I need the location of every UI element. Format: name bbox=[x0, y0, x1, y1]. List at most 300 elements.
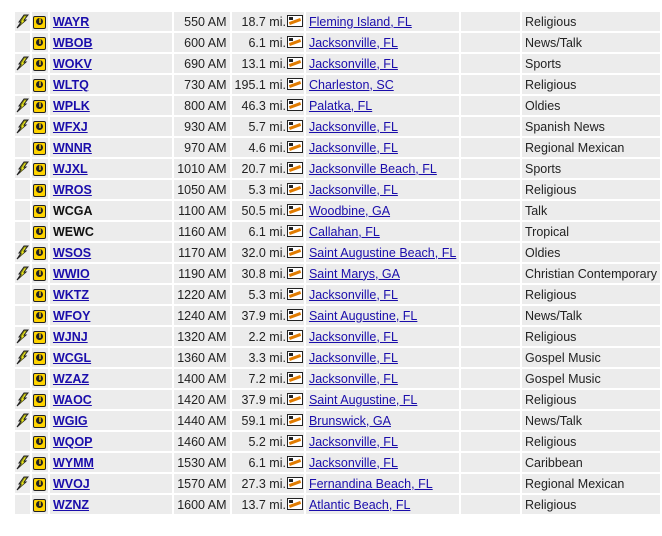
frequency: 1050 AM bbox=[174, 180, 229, 199]
format: News/Talk bbox=[522, 306, 660, 325]
info-icon[interactable] bbox=[33, 352, 46, 365]
station-call-link[interactable]: WPLK bbox=[52, 98, 90, 113]
info-icon[interactable] bbox=[33, 247, 46, 260]
direction-icon bbox=[287, 351, 303, 363]
city-link[interactable]: Saint Augustine Beach, FL bbox=[308, 245, 457, 260]
call-cell bbox=[50, 474, 172, 493]
frequency: 1160 AM bbox=[174, 222, 229, 241]
distance-cell bbox=[232, 222, 304, 241]
city-link[interactable]: Fernandina Beach, FL bbox=[308, 476, 433, 491]
station-call-link[interactable]: WKTZ bbox=[52, 287, 90, 302]
city-link[interactable]: Jacksonville Beach, FL bbox=[308, 161, 437, 176]
frequency: 1010 AM bbox=[174, 159, 229, 178]
station-call-link[interactable]: WAOC bbox=[52, 392, 92, 407]
flash-plugin-icon[interactable] bbox=[16, 455, 29, 469]
city-link[interactable]: Jacksonville, FL bbox=[308, 119, 398, 134]
city-cell bbox=[306, 159, 459, 178]
empty-cell bbox=[461, 138, 520, 157]
flash-cell bbox=[15, 54, 30, 73]
city-cell bbox=[306, 411, 459, 430]
city-cell bbox=[306, 54, 459, 73]
frequency: 690 AM bbox=[174, 54, 229, 73]
format: Spanish News bbox=[522, 117, 660, 136]
direction-icon bbox=[287, 372, 303, 384]
frequency: 1600 AM bbox=[174, 495, 229, 514]
city-link[interactable]: Atlantic Beach, FL bbox=[308, 497, 411, 512]
flash-plugin-icon[interactable] bbox=[16, 56, 29, 70]
station-row bbox=[15, 243, 660, 262]
info-cell bbox=[32, 432, 48, 451]
call-cell bbox=[50, 306, 172, 325]
format: Caribbean bbox=[522, 453, 660, 472]
frequency: 1440 AM bbox=[174, 411, 229, 430]
empty-cell bbox=[461, 369, 520, 388]
flash-cell bbox=[15, 96, 30, 115]
flash-plugin-icon[interactable] bbox=[16, 392, 29, 406]
flash-cell bbox=[15, 201, 30, 220]
flash-plugin-icon[interactable] bbox=[16, 329, 29, 343]
info-icon[interactable] bbox=[33, 79, 46, 92]
distance-cell bbox=[232, 285, 304, 304]
distance-cell bbox=[232, 96, 304, 115]
direction-icon bbox=[287, 78, 303, 90]
city-cell bbox=[306, 432, 459, 451]
info-icon[interactable] bbox=[33, 478, 46, 491]
city-cell bbox=[306, 264, 459, 283]
station-row bbox=[15, 96, 660, 115]
frequency: 730 AM bbox=[174, 75, 229, 94]
format: Religious bbox=[522, 12, 660, 31]
station-call-link[interactable]: WSOS bbox=[52, 245, 92, 260]
empty-cell bbox=[461, 180, 520, 199]
distance-cell bbox=[232, 411, 304, 430]
info-icon[interactable] bbox=[33, 310, 46, 323]
format: Religious bbox=[522, 75, 660, 94]
station-call-link[interactable]: WJXL bbox=[52, 161, 88, 176]
station-call-link[interactable]: WROS bbox=[52, 182, 92, 197]
distance: 30.8 mi. bbox=[241, 266, 286, 281]
distance: 13.1 mi. bbox=[241, 56, 286, 71]
flash-cell bbox=[15, 369, 30, 388]
station-call-sign: WCGA bbox=[52, 203, 93, 218]
info-icon[interactable] bbox=[33, 16, 46, 29]
format: News/Talk bbox=[522, 411, 660, 430]
city-link[interactable]: Jacksonville, FL bbox=[308, 350, 398, 365]
city-link[interactable]: Saint Marys, GA bbox=[308, 266, 400, 281]
distance-cell bbox=[232, 180, 304, 199]
flash-cell bbox=[15, 390, 30, 409]
city-link[interactable]: Brunswick, GA bbox=[308, 413, 391, 428]
format: Regional Mexican bbox=[522, 474, 660, 493]
call-cell bbox=[50, 117, 172, 136]
format: News/Talk bbox=[522, 33, 660, 52]
station-row bbox=[15, 75, 660, 94]
city-cell bbox=[306, 285, 459, 304]
flash-cell bbox=[15, 411, 30, 430]
flash-cell bbox=[15, 138, 30, 157]
format: Religious bbox=[522, 327, 660, 346]
direction-icon bbox=[287, 330, 303, 342]
distance: 37.9 mi. bbox=[241, 308, 286, 323]
frequency: 1360 AM bbox=[174, 348, 229, 367]
flash-plugin-icon[interactable] bbox=[16, 14, 29, 28]
flash-cell bbox=[15, 327, 30, 346]
direction-icon bbox=[287, 393, 303, 405]
call-cell bbox=[50, 138, 172, 157]
empty-cell bbox=[461, 222, 520, 241]
direction-icon bbox=[287, 36, 303, 48]
distance: 13.7 mi. bbox=[241, 497, 286, 512]
city-link[interactable]: Saint Augustine, FL bbox=[308, 392, 418, 407]
flash-plugin-icon[interactable] bbox=[16, 413, 29, 427]
flash-cell bbox=[15, 264, 30, 283]
city-cell bbox=[306, 12, 459, 31]
empty-cell bbox=[461, 390, 520, 409]
flash-plugin-icon[interactable] bbox=[16, 245, 29, 259]
city-link[interactable]: Jacksonville, FL bbox=[308, 371, 398, 386]
distance: 7.2 mi. bbox=[248, 371, 286, 386]
distance: 5.7 mi. bbox=[248, 119, 286, 134]
distance: 32.0 mi. bbox=[241, 245, 286, 260]
city-link[interactable]: Saint Augustine, FL bbox=[308, 308, 418, 323]
call-cell bbox=[50, 33, 172, 52]
info-icon[interactable] bbox=[33, 58, 46, 71]
distance: 6.1 mi. bbox=[248, 35, 286, 50]
call-cell bbox=[50, 243, 172, 262]
info-cell bbox=[32, 180, 48, 199]
info-icon[interactable] bbox=[33, 457, 46, 470]
format: Religious bbox=[522, 390, 660, 409]
info-icon[interactable] bbox=[33, 37, 46, 50]
station-call-link[interactable]: WQOP bbox=[52, 434, 93, 449]
city-cell bbox=[306, 495, 459, 514]
flash-plugin-icon[interactable] bbox=[16, 119, 29, 133]
station-call-link[interactable]: WFXJ bbox=[52, 119, 88, 134]
empty-cell bbox=[461, 432, 520, 451]
city-cell bbox=[306, 306, 459, 325]
direction-icon bbox=[287, 204, 303, 216]
city-link[interactable]: Jacksonville, FL bbox=[308, 329, 398, 344]
city-cell bbox=[306, 75, 459, 94]
flash-cell bbox=[15, 222, 30, 241]
station-call-link[interactable]: WJNJ bbox=[52, 329, 88, 344]
info-cell bbox=[32, 96, 48, 115]
info-cell bbox=[32, 411, 48, 430]
distance-cell bbox=[232, 33, 304, 52]
direction-icon bbox=[287, 225, 303, 237]
info-cell bbox=[32, 306, 48, 325]
info-cell bbox=[32, 264, 48, 283]
station-call-link[interactable]: WYMM bbox=[52, 455, 94, 470]
direction-icon bbox=[287, 456, 303, 468]
info-cell bbox=[32, 201, 48, 220]
info-icon[interactable] bbox=[33, 415, 46, 428]
station-row bbox=[15, 138, 660, 157]
frequency: 970 AM bbox=[174, 138, 229, 157]
flash-cell bbox=[15, 117, 30, 136]
distance-cell bbox=[232, 117, 304, 136]
flash-cell bbox=[15, 243, 30, 262]
distance-cell bbox=[232, 390, 304, 409]
format: Christian Contemporary bbox=[522, 264, 660, 283]
direction-icon bbox=[287, 141, 303, 153]
info-icon[interactable] bbox=[33, 331, 46, 344]
station-call-link[interactable]: WCGL bbox=[52, 350, 92, 365]
info-cell bbox=[32, 12, 48, 31]
info-cell bbox=[32, 453, 48, 472]
empty-cell bbox=[461, 411, 520, 430]
info-icon[interactable] bbox=[33, 394, 46, 407]
distance-cell bbox=[232, 159, 304, 178]
station-row bbox=[15, 390, 660, 409]
empty-cell bbox=[461, 54, 520, 73]
station-row bbox=[15, 327, 660, 346]
direction-icon bbox=[287, 183, 303, 195]
station-call-link[interactable]: WOKV bbox=[52, 56, 92, 71]
station-call-link[interactable]: WZAZ bbox=[52, 371, 90, 386]
distance: 59.1 mi. bbox=[241, 413, 286, 428]
distance: 5.3 mi. bbox=[248, 182, 286, 197]
station-call-link[interactable]: WLTQ bbox=[52, 77, 89, 92]
info-cell bbox=[32, 117, 48, 136]
distance: 2.2 mi. bbox=[248, 329, 286, 344]
info-cell bbox=[32, 474, 48, 493]
station-row bbox=[15, 306, 660, 325]
call-cell bbox=[50, 390, 172, 409]
direction-icon bbox=[287, 435, 303, 447]
empty-cell bbox=[461, 306, 520, 325]
call-cell bbox=[50, 453, 172, 472]
empty-cell bbox=[461, 495, 520, 514]
station-row bbox=[15, 285, 660, 304]
city-link[interactable]: Jacksonville, FL bbox=[308, 35, 398, 50]
info-icon[interactable] bbox=[33, 142, 46, 155]
station-rows bbox=[15, 12, 660, 514]
flash-cell bbox=[15, 306, 30, 325]
frequency: 1190 AM bbox=[174, 264, 229, 283]
direction-icon bbox=[287, 414, 303, 426]
distance-cell bbox=[232, 432, 304, 451]
station-call-link[interactable]: WBOB bbox=[52, 35, 93, 50]
direction-icon bbox=[287, 57, 303, 69]
format: Gospel Music bbox=[522, 369, 660, 388]
info-cell bbox=[32, 390, 48, 409]
format: Religious bbox=[522, 180, 660, 199]
distance: 20.7 mi. bbox=[241, 161, 286, 176]
empty-cell bbox=[461, 474, 520, 493]
distance-cell bbox=[232, 453, 304, 472]
station-row bbox=[15, 264, 660, 283]
station-row bbox=[15, 411, 660, 430]
call-cell bbox=[50, 96, 172, 115]
format: Tropical bbox=[522, 222, 660, 241]
flash-cell bbox=[15, 12, 30, 31]
city-link[interactable]: Jacksonville, FL bbox=[308, 287, 398, 302]
flash-cell bbox=[15, 75, 30, 94]
station-row bbox=[15, 180, 660, 199]
distance-cell bbox=[232, 75, 304, 94]
empty-cell bbox=[461, 117, 520, 136]
city-link[interactable]: Jacksonville, FL bbox=[308, 182, 398, 197]
format: Sports bbox=[522, 54, 660, 73]
city-cell bbox=[306, 222, 459, 241]
format: Gospel Music bbox=[522, 348, 660, 367]
direction-icon bbox=[287, 267, 303, 279]
info-icon[interactable] bbox=[33, 100, 46, 113]
call-cell bbox=[50, 75, 172, 94]
direction-icon bbox=[287, 288, 303, 300]
empty-cell bbox=[461, 12, 520, 31]
distance-cell bbox=[232, 348, 304, 367]
empty-cell bbox=[461, 33, 520, 52]
flash-cell bbox=[15, 159, 30, 178]
empty-cell bbox=[461, 201, 520, 220]
city-link[interactable]: Woodbine, GA bbox=[308, 203, 391, 218]
flash-cell bbox=[15, 285, 30, 304]
station-call-sign: WEWC bbox=[52, 224, 94, 239]
format: Religious bbox=[522, 495, 660, 514]
info-icon[interactable] bbox=[33, 205, 46, 218]
info-icon[interactable] bbox=[33, 436, 46, 449]
distance-cell bbox=[232, 264, 304, 283]
frequency: 1570 AM bbox=[174, 474, 229, 493]
city-cell bbox=[306, 348, 459, 367]
flash-cell bbox=[15, 495, 30, 514]
format: Religious bbox=[522, 432, 660, 451]
station-row bbox=[15, 12, 660, 31]
distance-cell bbox=[232, 495, 304, 514]
frequency: 1220 AM bbox=[174, 285, 229, 304]
call-cell bbox=[50, 411, 172, 430]
distance: 50.5 mi. bbox=[241, 203, 286, 218]
distance-cell bbox=[232, 369, 304, 388]
city-cell bbox=[306, 180, 459, 199]
station-row bbox=[15, 33, 660, 52]
flash-cell bbox=[15, 33, 30, 52]
station-call-link[interactable]: WZNZ bbox=[52, 497, 90, 512]
city-cell bbox=[306, 117, 459, 136]
info-icon[interactable] bbox=[33, 268, 46, 281]
call-cell bbox=[50, 264, 172, 283]
city-cell bbox=[306, 474, 459, 493]
call-cell bbox=[50, 180, 172, 199]
city-link[interactable]: Fleming Island, FL bbox=[308, 14, 412, 29]
city-cell bbox=[306, 33, 459, 52]
city-link[interactable]: Jacksonville, FL bbox=[308, 434, 398, 449]
flash-plugin-icon[interactable] bbox=[16, 98, 29, 112]
info-cell bbox=[32, 348, 48, 367]
call-cell bbox=[50, 348, 172, 367]
empty-cell bbox=[461, 96, 520, 115]
station-call-link[interactable]: WVOJ bbox=[52, 476, 90, 491]
station-row bbox=[15, 474, 660, 493]
format: Regional Mexican bbox=[522, 138, 660, 157]
direction-icon bbox=[287, 498, 303, 510]
format: Talk bbox=[522, 201, 660, 220]
frequency: 1420 AM bbox=[174, 390, 229, 409]
info-cell bbox=[32, 54, 48, 73]
format: Sports bbox=[522, 159, 660, 178]
frequency: 1460 AM bbox=[174, 432, 229, 451]
distance: 3.3 mi. bbox=[248, 350, 286, 365]
station-row bbox=[15, 117, 660, 136]
distance-cell bbox=[232, 474, 304, 493]
call-cell bbox=[50, 432, 172, 451]
city-link[interactable]: Jacksonville, FL bbox=[308, 455, 398, 470]
city-cell bbox=[306, 96, 459, 115]
station-call-link[interactable]: WAYR bbox=[52, 14, 90, 29]
frequency: 1400 AM bbox=[174, 369, 229, 388]
empty-cell bbox=[461, 453, 520, 472]
distance: 195.1 mi. bbox=[234, 77, 286, 92]
flash-plugin-icon[interactable] bbox=[16, 350, 29, 364]
direction-icon bbox=[287, 246, 303, 258]
info-icon[interactable] bbox=[33, 373, 46, 386]
info-cell bbox=[32, 327, 48, 346]
info-icon[interactable] bbox=[33, 289, 46, 302]
info-cell bbox=[32, 243, 48, 262]
distance-cell bbox=[232, 327, 304, 346]
distance: 37.9 mi. bbox=[241, 392, 286, 407]
flash-plugin-icon[interactable] bbox=[16, 476, 29, 490]
info-icon[interactable] bbox=[33, 121, 46, 134]
distance-cell bbox=[232, 12, 304, 31]
frequency: 1320 AM bbox=[174, 327, 229, 346]
format: Oldies bbox=[522, 243, 660, 262]
info-icon[interactable] bbox=[33, 163, 46, 176]
distance: 27.3 mi. bbox=[241, 476, 286, 491]
call-cell bbox=[50, 54, 172, 73]
info-icon[interactable] bbox=[33, 184, 46, 197]
distance-cell bbox=[232, 201, 304, 220]
station-call-link[interactable]: WNNR bbox=[52, 140, 92, 155]
station-call-link[interactable]: WWIO bbox=[52, 266, 90, 281]
flash-plugin-icon[interactable] bbox=[16, 266, 29, 280]
call-cell bbox=[50, 12, 172, 31]
distance: 4.6 mi. bbox=[248, 140, 286, 155]
city-link[interactable]: Palatka, FL bbox=[308, 98, 373, 113]
info-icon[interactable] bbox=[33, 499, 46, 512]
flash-cell bbox=[15, 432, 30, 451]
frequency: 600 AM bbox=[174, 33, 229, 52]
flash-plugin-icon[interactable] bbox=[16, 161, 29, 175]
info-cell bbox=[32, 33, 48, 52]
format: Oldies bbox=[522, 96, 660, 115]
call-cell bbox=[50, 327, 172, 346]
city-link[interactable]: Callahan, FL bbox=[308, 224, 380, 239]
city-cell bbox=[306, 390, 459, 409]
frequency: 1170 AM bbox=[174, 243, 229, 262]
call-cell bbox=[50, 159, 172, 178]
city-link[interactable]: Jacksonville, FL bbox=[308, 140, 398, 155]
city-link[interactable]: Charleston, SC bbox=[308, 77, 394, 92]
station-call-link[interactable]: WGIG bbox=[52, 413, 88, 428]
format: Religious bbox=[522, 285, 660, 304]
info-cell bbox=[32, 138, 48, 157]
city-cell bbox=[306, 453, 459, 472]
call-cell bbox=[50, 222, 172, 241]
info-icon[interactable] bbox=[33, 226, 46, 239]
direction-icon bbox=[287, 477, 303, 489]
station-table bbox=[13, 10, 662, 516]
station-row bbox=[15, 201, 660, 220]
direction-icon bbox=[287, 99, 303, 111]
station-call-link[interactable]: WFOY bbox=[52, 308, 91, 323]
empty-cell bbox=[461, 285, 520, 304]
station-row bbox=[15, 348, 660, 367]
city-link[interactable]: Jacksonville, FL bbox=[308, 56, 398, 71]
frequency: 1100 AM bbox=[174, 201, 229, 220]
